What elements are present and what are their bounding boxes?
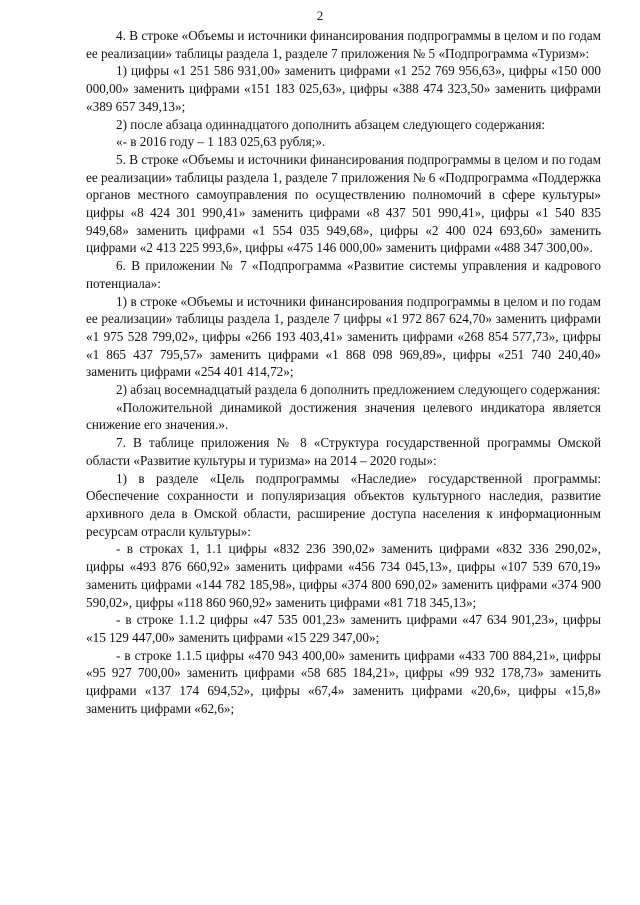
page-number: 2 — [316, 8, 324, 23]
paragraph-row-1-1-5: - в строке 1.1.5 цифры «470 943 400,00» заменить цифрами «433 700 884,21», цифры «95 927 700,00» заменить цифрами «58 685 184,21», цифры «99 932 178,73» заменить цифрами «137 174 694,52», цифры «67,4» заменить цифрами «20,6», цифры «15,8» заменить цифрами «62,6»; — [86, 647, 601, 716]
paragraph-item-7-1: 1) в разделе «Цель подпрограммы «Наследие» государственной программы: Обеспечение сохранности и популяризация объектов культурного наследия, развитие архивного дела в Омской области, расширение доступа населения к информационным ресурсам отрасли культуры»: — [86, 470, 601, 539]
paragraph-item-6-2: 2) абзац восемнадцатый раздела 6 дополнить предложением следующего содержания: — [116, 382, 601, 398]
paragraph-quote-indicator: «Положительной динамикой достижения значения целевого индикатора является снижение его значения.». — [86, 399, 601, 433]
paragraph-row-1-1-2: - в строке 1.1.2 цифры «47 535 001,23» заменить цифрами «47 634 901,23», цифры «15 129 447,00» заменить цифрами «15 229 347,00»; — [86, 612, 601, 645]
paragraph-item-6: 6. В приложении № 7 «Подпрограмма «Развитие системы управления и кадрового потенциала»: — [86, 258, 601, 291]
paragraph-item-4: 4. В строке «Объемы и источники финансирования подпрограммы в целом и по годам ее реализации» таблицы раздела 1, разделе 7 приложения № 5 «Подпрограмма «Туризм»: — [86, 28, 601, 61]
paragraph-item-6-1: 1) в строке «Объемы и источники финансирования подпрограммы в целом и по годам ее реализации» таблицы раздела 1, разделе 7 цифры «1 972 867 624,70» заменить цифрами «1 975 528 799,02», цифры «266 193 403,41» заменить цифрами «268 854 577,73», цифры «1 865 437 795,57» заменить цифрами «1 868 098 969,89», цифры «251 740 240,40» заменить цифрами «254 401 414,72»; — [86, 293, 601, 380]
document-body — [86, 27, 601, 717]
paragraph-quote-2016: «- в 2016 году – 1 183 025,63 рубля;». — [116, 134, 326, 150]
paragraph-item-5: 5. В строке «Объемы и источники финансирования подпрограммы в целом и по годам ее реализации» таблицы раздела 1, разделе 7 приложения № 6 «Подпрограмма «Поддержка органов местного самоуправления по осуществлению полномочий в сфере культуры» цифры «8 424 301 990,41» заменить цифрами «8 437 501 990,41», цифры «1 540 835 949,68» заменить цифрами «1 554 035 949,68», цифры «2 400 024 693,60» заменить цифрами «2 413 225 993,6», цифры «475 146 000,00» заменить цифрами «488 347 300,00». — [86, 151, 601, 256]
paragraph-item-4-1: 1) цифры «1 251 586 931,00» заменить цифрами «1 252 769 956,63», цифры «150 000 000,00» заменить цифрами «151 183 025,63», цифры «388 474 323,50» заменить цифрами «389 657 349,13»; — [86, 63, 601, 114]
paragraph-rows-1-1-1: - в строках 1, 1.1 цифры «832 236 390,02» заменить цифрами «832 336 290,02», цифры «493 876 660,92» заменить цифрами «456 734 045,13», цифры «107 539 670,19» заменить цифрами «144 782 185,98», цифры «374 800 690,02» заменить цифрами «374 900 590,02», цифры «118 860 960,92» заменить цифрами «81 718 345,13»; — [86, 541, 601, 610]
paragraph-item-7: 7. В таблице приложения № 8 «Структура государственной программы Омской области «Развитие культуры и туризма» на 2014 – 2020 годы»: — [86, 435, 601, 468]
paragraph-item-4-2: 2) после абзаца одиннадцатого дополнить абзацем следующего содержания: — [116, 116, 546, 132]
